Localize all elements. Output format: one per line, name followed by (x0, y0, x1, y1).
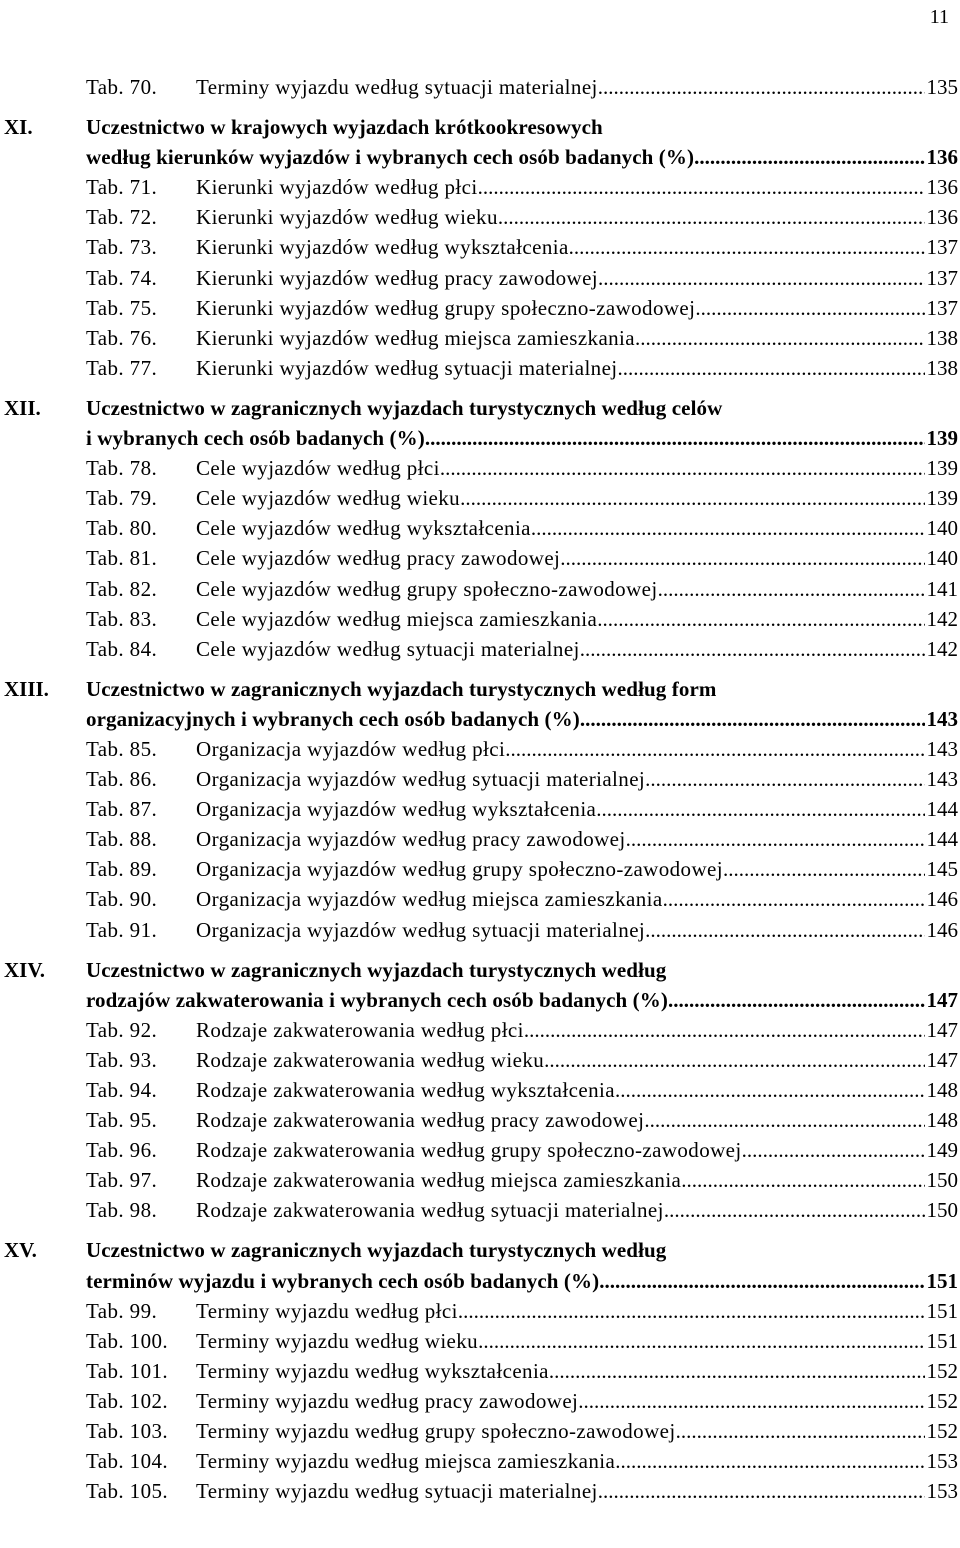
section-heading[interactable] (0, 955, 960, 985)
toc-entry[interactable] (0, 202, 960, 232)
dot-leader (681, 1165, 924, 1195)
page-ref: 148 (926, 1078, 958, 1102)
table-title: Terminy wyjazdu według sytuacji materialnej (196, 75, 598, 99)
section-title: Uczestnictwo w zagranicznych wyjazdach turystycznych według (86, 957, 667, 982)
dot-leader (478, 172, 925, 202)
toc-entry-line[interactable] (86, 1386, 958, 1416)
table-label: Tab. 93. (86, 1047, 158, 1072)
toc-entry[interactable] (0, 1446, 960, 1476)
page-ref: 151 (926, 1328, 958, 1353)
dot-leader (596, 794, 924, 824)
page-ref: 148 (926, 1108, 958, 1133)
toc-entry-line[interactable] (86, 1326, 958, 1356)
toc-entry-line[interactable] (86, 453, 958, 483)
table-title: Kierunki wyjazdów według sytuacji materialnej (196, 355, 618, 380)
toc-entry[interactable] (0, 1015, 960, 1045)
page-ref: 138 (926, 325, 958, 350)
toc-entry[interactable] (0, 1356, 960, 1386)
toc-entry[interactable] (0, 1326, 960, 1356)
table-label: Tab. 76. (86, 325, 158, 350)
table-label: Tab. 74. (86, 265, 158, 290)
toc-entry-line[interactable] (86, 483, 958, 513)
page-ref: 140 (926, 546, 958, 571)
dot-leader (544, 1045, 924, 1075)
section-title: terminów wyjazdu i wybranych cech osób badanych (%) (86, 1268, 600, 1293)
toc-entry[interactable] (0, 293, 960, 323)
dot-leader (626, 824, 925, 854)
page-ref: 147 (926, 987, 958, 1012)
toc-entry[interactable] (0, 1045, 960, 1075)
page-ref: 149 (926, 1138, 958, 1163)
table-label: Tab. 81. (86, 546, 158, 571)
table-label: Tab. 99. (86, 1298, 158, 1323)
toc-entry-line[interactable] (86, 293, 958, 323)
page-ref: 152 (926, 1419, 958, 1444)
dot-leader (598, 1476, 925, 1506)
table-label: Tab. 72. (86, 205, 158, 230)
page-ref: 144 (926, 827, 958, 852)
dot-leader (645, 764, 924, 794)
table-title: Rodzaje zakwaterowania według wykształcenia (196, 1078, 615, 1102)
table-label: Tab. 86. (86, 767, 158, 792)
section-number: XII. (4, 395, 41, 420)
section-title: według kierunków wyjazdów i wybranych cech osób badanych (%) (86, 145, 695, 170)
table-title: Organizacja wyjazdów według sytuacji materialnej (196, 917, 646, 942)
table-label: Tab. 71. (86, 175, 158, 200)
table-title: Rodzaje zakwaterowania według grupy społeczno-zawodowej (196, 1138, 742, 1163)
section-title: Uczestnictwo w zagranicznych wyjazdach turystycznych według form (86, 676, 717, 701)
section-title: organizacyjnych i wybranych cech osób badanych (%) (86, 706, 580, 731)
section-heading-line[interactable] (86, 704, 958, 734)
section-number: XIV. (4, 957, 46, 982)
table-label: Tab. 104. (86, 1449, 169, 1474)
toc-entry[interactable] (0, 574, 960, 604)
dot-leader (549, 1356, 925, 1386)
dot-leader (676, 1416, 925, 1446)
toc-entry-line[interactable] (86, 794, 958, 824)
toc-entry-line[interactable] (86, 1075, 958, 1105)
dot-leader (478, 1326, 924, 1356)
table-title: Kierunki wyjazdów według grupy społeczno-zawodowej (196, 295, 696, 320)
toc-entry-line[interactable] (86, 884, 958, 914)
page-ref: 137 (926, 265, 958, 290)
dot-leader (742, 1135, 925, 1165)
page-number: 11 (929, 6, 949, 28)
page-ref: 152 (926, 1388, 958, 1413)
toc-entry[interactable] (0, 1075, 960, 1105)
dot-leader (615, 1446, 924, 1476)
table-title: Terminy wyjazdu według wieku (196, 1328, 479, 1353)
toc-entry[interactable] (0, 604, 960, 634)
page-ref: 145 (926, 857, 958, 882)
dot-leader (458, 1296, 925, 1326)
table-label: Tab. 94. (86, 1078, 158, 1102)
page-ref: 147 (926, 1047, 958, 1072)
toc-entry[interactable] (0, 232, 960, 262)
dot-leader (578, 1386, 924, 1416)
section-heading[interactable] (0, 142, 960, 172)
toc-entry[interactable] (0, 453, 960, 483)
toc-entry[interactable] (0, 353, 960, 383)
page-ref: 137 (926, 295, 958, 320)
toc-entry-line[interactable] (86, 513, 958, 543)
toc-entry[interactable] (0, 1165, 960, 1195)
table-label: Tab. 82. (86, 576, 158, 601)
section-heading-line[interactable] (86, 985, 958, 1015)
page-ref: 136 (926, 205, 958, 230)
toc-entry-line[interactable] (86, 1135, 958, 1165)
table-label: Tab. 84. (86, 636, 158, 661)
toc-entry[interactable] (0, 884, 960, 914)
toc-entry[interactable] (0, 513, 960, 543)
toc-entry-line[interactable] (86, 232, 958, 262)
table-title: Terminy wyjazdu według miejsca zamieszkania (196, 1449, 616, 1474)
toc-entry[interactable] (0, 794, 960, 824)
section-heading-line[interactable] (86, 423, 958, 453)
page-ref: 139 (926, 426, 958, 451)
toc-entry-line[interactable] (86, 1165, 958, 1195)
dot-leader (598, 263, 924, 293)
table-title: Rodzaje zakwaterowania według wieku (196, 1047, 545, 1072)
table-title: Organizacja wyjazdów według płci (196, 736, 506, 761)
dot-leader (618, 353, 925, 383)
toc-entry[interactable] (0, 1416, 960, 1446)
dot-leader (658, 574, 925, 604)
toc-entry-line[interactable] (86, 634, 958, 664)
toc-entry-line[interactable] (86, 1045, 958, 1075)
page-ref: 144 (926, 797, 958, 822)
page-ref: 138 (926, 355, 958, 380)
toc-entry-line[interactable] (86, 1105, 958, 1135)
dot-leader (663, 884, 925, 914)
table-title: Kierunki wyjazdów według płci (196, 175, 478, 200)
dot-leader (599, 1266, 924, 1296)
toc-entry-line[interactable] (86, 353, 958, 383)
toc-entry-line[interactable] (86, 604, 958, 634)
table-title: Kierunki wyjazdów według wieku (196, 205, 498, 230)
toc-entry-line[interactable] (86, 323, 958, 353)
table-title: Rodzaje zakwaterowania według sytuacji materialnej (196, 1198, 664, 1223)
section-heading[interactable] (0, 112, 960, 142)
section-heading-line[interactable] (86, 142, 958, 172)
table-label: Tab. 85. (86, 736, 158, 761)
page-ref: 137 (926, 235, 958, 260)
table-label: Tab. 96. (86, 1138, 158, 1163)
table-label: Tab. 75. (86, 295, 158, 320)
page-ref: 136 (926, 145, 958, 170)
section-number: XI. (4, 115, 33, 140)
toc-entry[interactable] (0, 734, 960, 764)
table-title: Organizacja wyjazdów według wykształcenia (196, 797, 597, 822)
dot-leader (694, 142, 924, 172)
table-title: Organizacja wyjazdów według miejsca zamieszkania (196, 887, 663, 912)
dot-leader (597, 604, 924, 634)
table-title: Terminy wyjazdu według wykształcenia (196, 1358, 549, 1383)
table-label: Tab. 78. (86, 456, 158, 481)
dot-leader (645, 915, 924, 945)
dot-leader (460, 483, 924, 513)
dot-leader (440, 453, 925, 483)
table-title: Rodzaje zakwaterowania według płci (196, 1017, 524, 1042)
section-number: XIII. (4, 676, 49, 701)
toc-entry-line[interactable] (86, 1195, 958, 1225)
page-ref: 151 (926, 1268, 958, 1293)
section-title: i wybranych cech osób badanych (%) (86, 426, 425, 451)
toc-entry-line[interactable] (86, 72, 958, 102)
section-heading[interactable] (0, 704, 960, 734)
toc-entry[interactable] (0, 1105, 960, 1135)
dot-leader (615, 1075, 925, 1105)
section-title: Uczestnictwo w krajowych wyjazdach krótkookresowych (86, 115, 603, 140)
page-ref: 139 (926, 456, 958, 481)
section-title: rodzajów zakwaterowania i wybranych cech osób badanych (%) (86, 987, 668, 1012)
table-title: Cele wyjazdów według wykształcenia (196, 516, 531, 541)
table-title: Terminy wyjazdu według pracy zawodowej (196, 1388, 579, 1413)
section-number: XV. (4, 1238, 37, 1263)
page-ref: 153 (926, 1479, 958, 1504)
table-of-contents (0, 72, 960, 1506)
toc-entry[interactable] (0, 764, 960, 794)
table-label: Tab. 105. (86, 1479, 169, 1504)
section-heading[interactable] (0, 423, 960, 453)
page-ref: 151 (926, 1298, 958, 1323)
table-label: Tab. 83. (86, 606, 158, 631)
dot-leader (635, 323, 924, 353)
section-title: Uczestnictwo w zagranicznych wyjazdach turystycznych według (86, 1238, 667, 1263)
page-ref: 141 (926, 576, 958, 601)
page-ref: 147 (926, 1017, 958, 1042)
page-ref: 146 (926, 887, 958, 912)
toc-entry-line[interactable] (86, 824, 958, 854)
dot-leader (531, 513, 925, 543)
section-heading-line[interactable] (86, 1266, 958, 1296)
dot-leader (524, 1015, 925, 1045)
table-label: Tab. 92. (86, 1017, 158, 1042)
toc-entry[interactable] (0, 263, 960, 293)
toc-entry[interactable] (0, 172, 960, 202)
toc-entry[interactable] (0, 72, 960, 102)
toc-entry-line[interactable] (86, 1476, 958, 1506)
table-label: Tab. 95. (86, 1108, 158, 1133)
dot-leader (664, 1195, 925, 1225)
page-ref: 135 (926, 75, 958, 99)
toc-entry-line[interactable] (86, 1296, 958, 1326)
toc-entry-line[interactable] (86, 734, 958, 764)
page-ref: 143 (926, 736, 958, 761)
table-title: Terminy wyjazdu według grupy społeczno-zawodowej (196, 1419, 676, 1444)
toc-entry[interactable] (0, 634, 960, 664)
table-label: Tab. 90. (86, 887, 158, 912)
section-heading[interactable] (0, 674, 960, 704)
toc-entry-line[interactable] (86, 854, 958, 884)
toc-entry[interactable] (0, 323, 960, 353)
table-title: Cele wyjazdów według grupy społeczno-zawodowej (196, 576, 658, 601)
section-title: Uczestnictwo w zagranicznych wyjazdach turystycznych według celów (86, 395, 723, 420)
table-title: Terminy wyjazdu według płci (196, 1298, 458, 1323)
toc-entry-line[interactable] (86, 764, 958, 794)
table-title: Rodzaje zakwaterowania według pracy zawodowej (196, 1108, 645, 1133)
toc-entry-line[interactable] (86, 1015, 958, 1045)
toc-entry[interactable] (0, 824, 960, 854)
page-ref: 142 (926, 606, 958, 631)
page-ref: 153 (926, 1449, 958, 1474)
table-title: Organizacja wyjazdów według pracy zawodowej (196, 827, 626, 852)
toc-entry-line[interactable] (86, 574, 958, 604)
section-heading[interactable] (0, 985, 960, 1015)
table-label: Tab. 98. (86, 1198, 158, 1223)
table-title: Cele wyjazdów według wieku (196, 486, 461, 511)
toc-entry-line[interactable] (86, 1416, 958, 1446)
toc-entry[interactable] (0, 483, 960, 513)
table-title: Cele wyjazdów według sytuacji materialnej (196, 636, 580, 661)
dot-leader (723, 854, 925, 884)
table-title: Cele wyjazdów według płci (196, 456, 440, 481)
table-title: Cele wyjazdów według miejsca zamieszkania (196, 606, 598, 631)
toc-entry[interactable] (0, 1135, 960, 1165)
page-ref: 142 (926, 636, 958, 661)
page-ref: 152 (926, 1358, 958, 1383)
toc-entry[interactable] (0, 1296, 960, 1326)
table-title: Kierunki wyjazdów według miejsca zamieszkania (196, 325, 636, 350)
table-label: Tab. 88. (86, 827, 158, 852)
table-label: Tab. 100. (86, 1328, 169, 1353)
page-ref: 140 (926, 516, 958, 541)
toc-entry[interactable] (0, 1195, 960, 1225)
dot-leader (560, 543, 924, 573)
toc-entry-line[interactable] (86, 543, 958, 573)
page-ref: 150 (926, 1168, 958, 1193)
table-label: Tab. 103. (86, 1419, 169, 1444)
toc-entry-line[interactable] (86, 172, 958, 202)
toc-entry-line[interactable] (86, 1356, 958, 1386)
dot-leader (580, 704, 925, 734)
table-label: Tab. 102. (86, 1388, 169, 1413)
table-label: Tab. 87. (86, 797, 158, 822)
table-label: Tab. 79. (86, 486, 158, 511)
table-title: Terminy wyjazdu według sytuacji materialnej (196, 1479, 598, 1504)
page-ref: 139 (926, 486, 958, 511)
dot-leader (644, 1105, 924, 1135)
dot-leader (505, 734, 924, 764)
section-heading[interactable] (0, 1266, 960, 1296)
dot-leader (580, 634, 925, 664)
toc-entry[interactable] (0, 1476, 960, 1506)
table-label: Tab. 73. (86, 235, 158, 260)
page-ref: 146 (926, 917, 958, 942)
page-ref: 136 (926, 175, 958, 200)
table-label: Tab. 70. (86, 75, 158, 99)
section-heading[interactable] (0, 1235, 960, 1265)
table-title: Organizacja wyjazdów według grupy społeczno-zawodowej (196, 857, 723, 882)
dot-leader (498, 202, 925, 232)
table-label: Tab. 97. (86, 1168, 158, 1193)
section-heading[interactable] (0, 393, 960, 423)
table-title: Kierunki wyjazdów według pracy zawodowej (196, 265, 599, 290)
toc-entry[interactable] (0, 915, 960, 945)
table-title: Rodzaje zakwaterowania według miejsca zamieszkania (196, 1168, 682, 1193)
table-label: Tab. 101. (86, 1358, 169, 1383)
dot-leader (425, 423, 925, 453)
dot-leader (598, 72, 925, 102)
dot-leader (569, 232, 925, 262)
page-ref: 150 (926, 1198, 958, 1223)
table-title: Kierunki wyjazdów według wykształcenia (196, 235, 569, 260)
toc-entry[interactable] (0, 854, 960, 884)
table-title: Cele wyjazdów według pracy zawodowej (196, 546, 561, 571)
toc-entry-line[interactable] (86, 263, 958, 293)
table-label: Tab. 91. (86, 917, 158, 942)
page-ref: 143 (926, 706, 958, 731)
toc-entry-line[interactable] (86, 915, 958, 945)
toc-entry-line[interactable] (86, 202, 958, 232)
dot-leader (695, 293, 924, 323)
table-label: Tab. 89. (86, 857, 158, 882)
table-label: Tab. 80. (86, 516, 158, 541)
toc-entry-line[interactable] (86, 1446, 958, 1476)
toc-entry[interactable] (0, 1386, 960, 1416)
table-label: Tab. 77. (86, 355, 158, 380)
toc-entry[interactable] (0, 543, 960, 573)
table-title: Organizacja wyjazdów według sytuacji materialnej (196, 767, 646, 792)
page-ref: 143 (926, 767, 958, 792)
dot-leader (668, 985, 925, 1015)
